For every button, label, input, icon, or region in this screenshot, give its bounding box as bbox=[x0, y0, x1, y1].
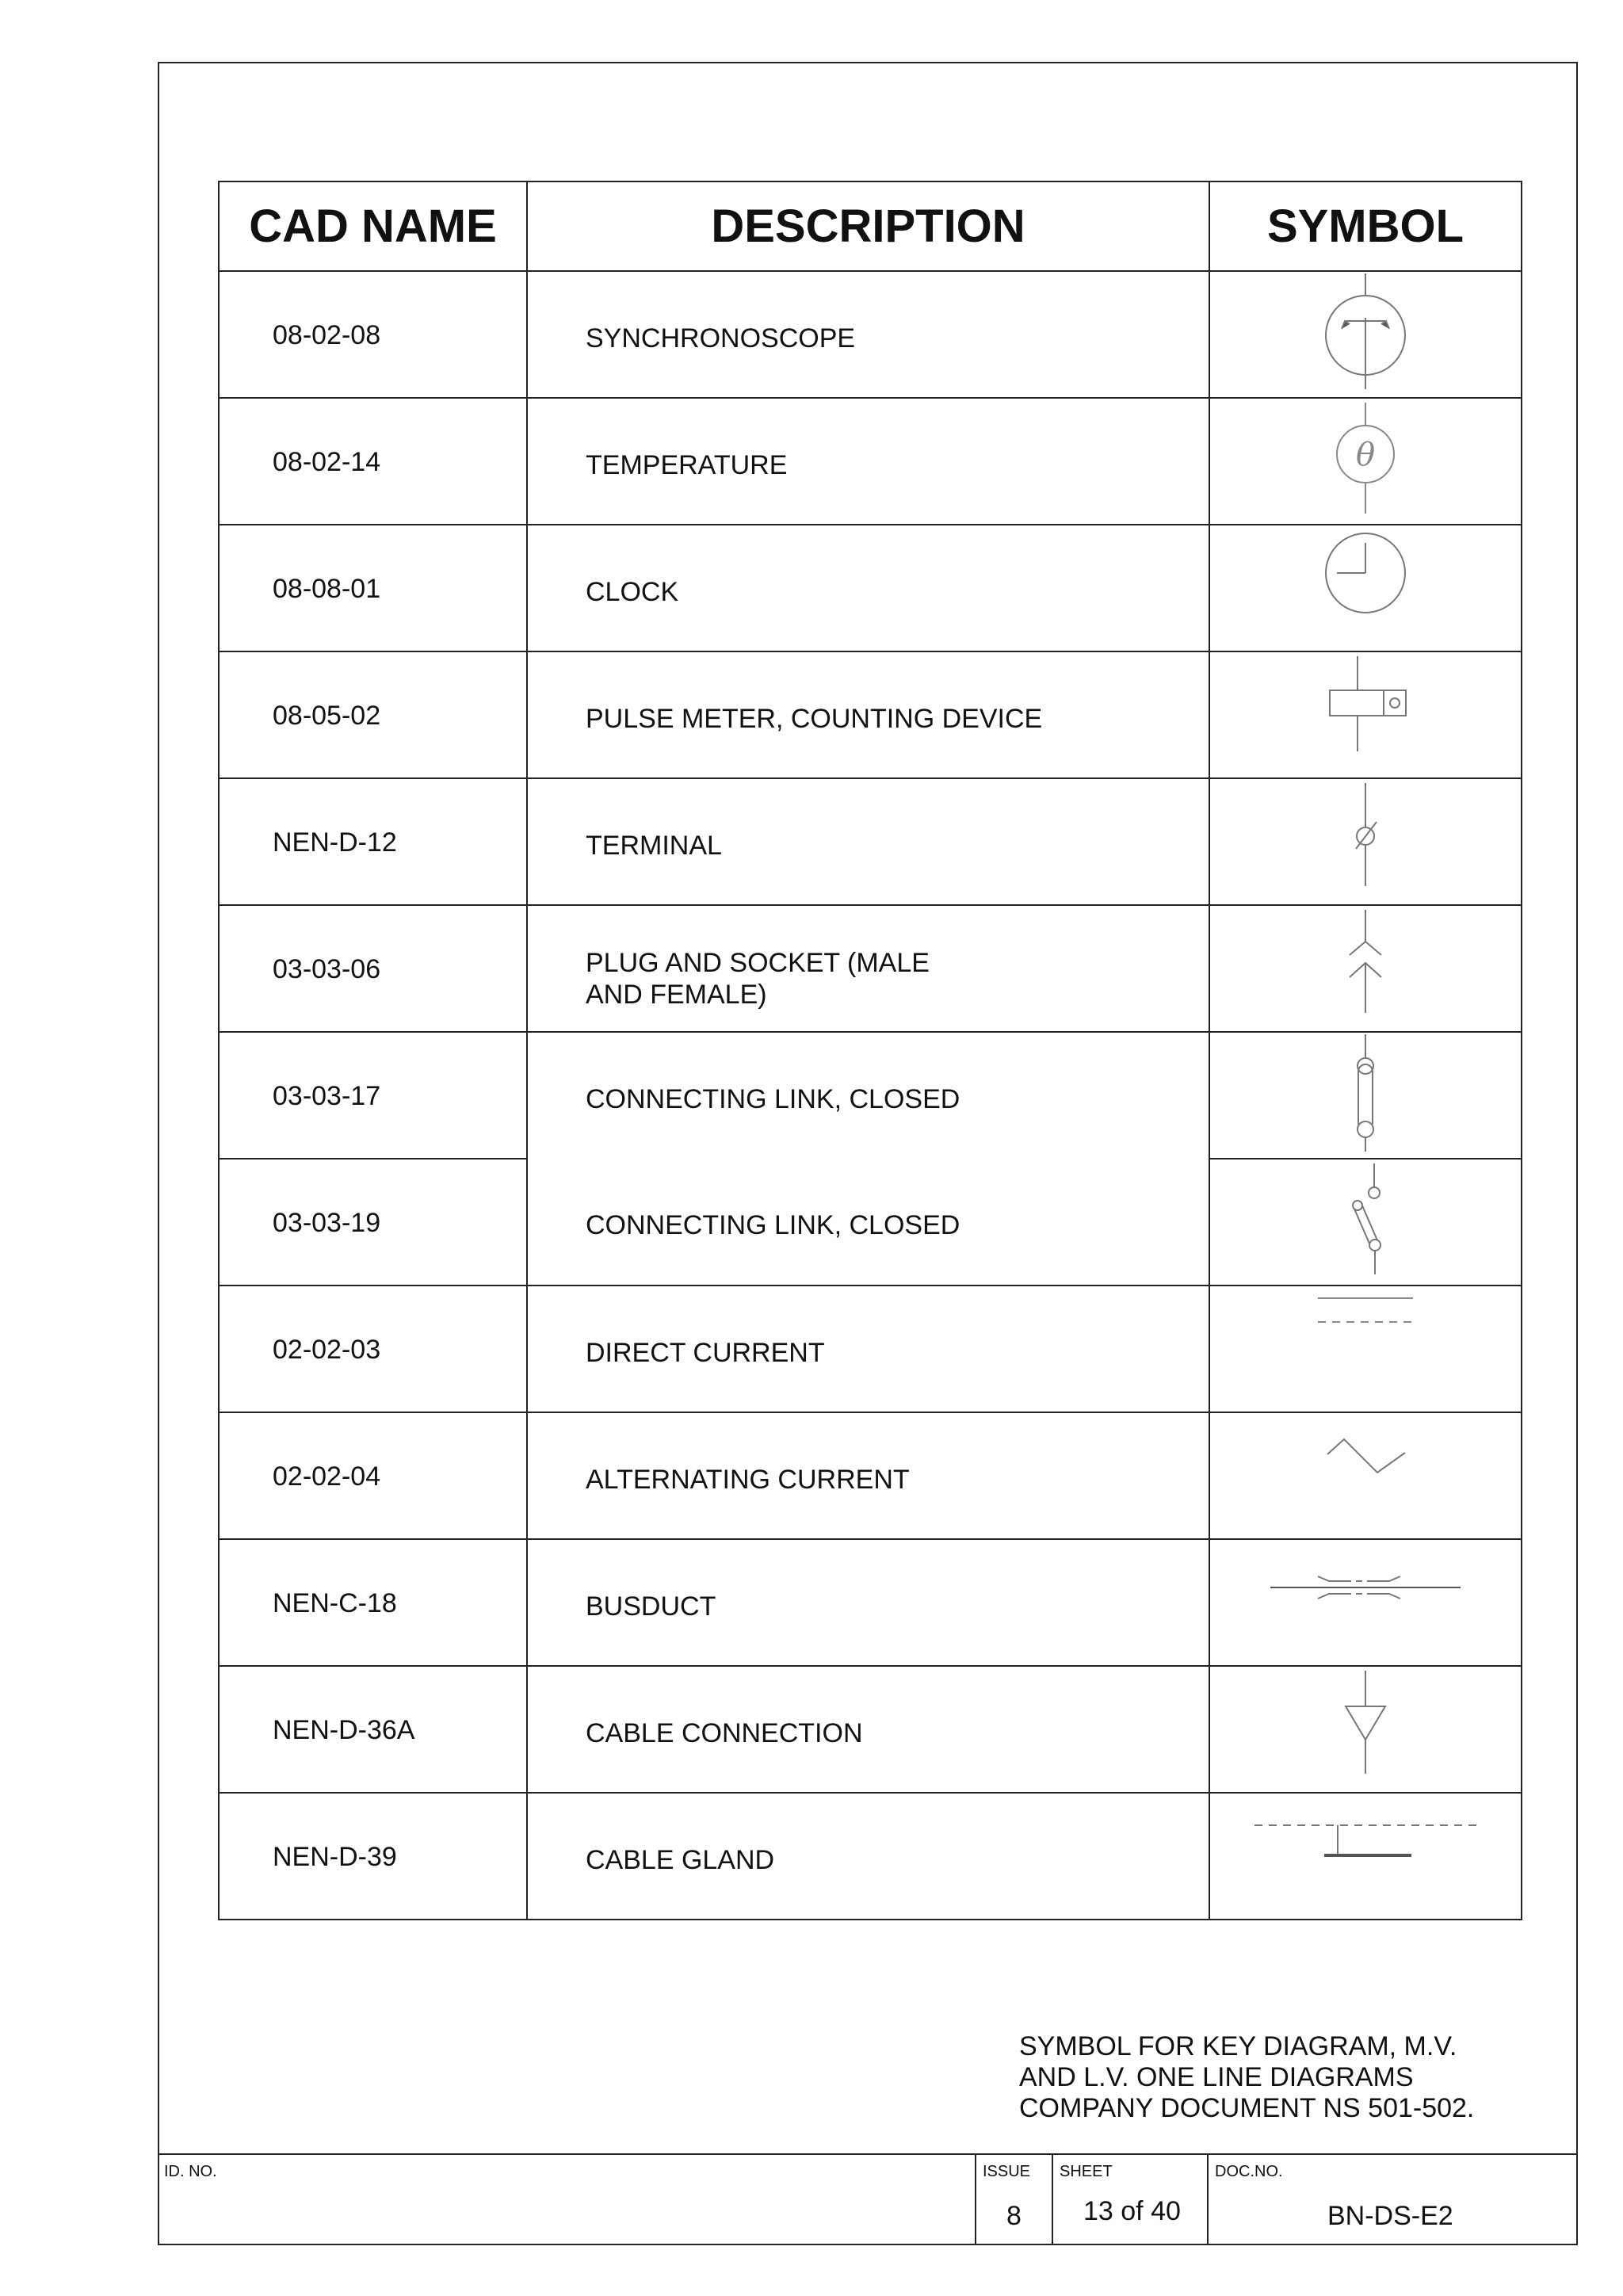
cad-name: NEN-D-12 bbox=[273, 827, 397, 858]
plug-socket-symbol bbox=[1209, 905, 1522, 1032]
doc-no-label: DOC.NO. bbox=[1215, 2163, 1283, 2180]
doc-no-value: BN-DS-E2 bbox=[1327, 2201, 1453, 2231]
table-row bbox=[219, 1666, 1522, 1793]
title-block bbox=[158, 2153, 1578, 2247]
description: PULSE METER, COUNTING DEVICE bbox=[586, 704, 1043, 734]
cad-name: 02-02-03 bbox=[273, 1335, 381, 1365]
description: TEMPERATURE bbox=[586, 450, 788, 480]
synchronoscope-symbol bbox=[1209, 271, 1522, 398]
description: ALTERNATING CURRENT bbox=[586, 1465, 910, 1495]
issue-cell bbox=[975, 2155, 1052, 2245]
header-symbol: SYMBOL bbox=[1209, 181, 1522, 271]
id-no-label: ID. NO. bbox=[164, 2163, 217, 2180]
table-row bbox=[219, 778, 1522, 905]
description: TERMINAL bbox=[586, 831, 722, 861]
doc-no-cell bbox=[1207, 2155, 1576, 2245]
table-row bbox=[219, 1032, 1522, 1159]
temperature-symbol bbox=[1209, 398, 1522, 525]
sheet-cell bbox=[1052, 2155, 1207, 2245]
description: CABLE GLAND bbox=[586, 1845, 775, 1875]
cad-name: 03-03-19 bbox=[273, 1208, 381, 1238]
sheet-value: 13 of 40 bbox=[1083, 2196, 1181, 2226]
connecting-link-closed-symbol bbox=[1209, 1032, 1522, 1159]
table-row bbox=[219, 1539, 1522, 1666]
direct-current-symbol bbox=[1209, 1286, 1522, 1412]
description: CONNECTING LINK, CLOSED bbox=[586, 1210, 960, 1240]
cad-name: 08-08-01 bbox=[273, 574, 381, 604]
description: CONNECTING LINK, CLOSED bbox=[586, 1084, 960, 1114]
cad-name: 02-02-04 bbox=[273, 1461, 381, 1492]
id-no-cell bbox=[158, 2155, 975, 2245]
description: SYNCHRONOSCOPE bbox=[586, 323, 856, 353]
note-line-2: AND L.V. ONE LINE DIAGRAMS bbox=[1019, 2062, 1414, 2092]
busduct-symbol bbox=[1209, 1539, 1522, 1666]
description-line-1: PLUG AND SOCKET (MALE bbox=[586, 948, 930, 978]
cad-name: 08-05-02 bbox=[273, 701, 381, 731]
table-row bbox=[219, 271, 1522, 398]
clock-symbol bbox=[1209, 525, 1522, 651]
sheet-label: SHEET bbox=[1060, 2163, 1113, 2180]
issue-value: 8 bbox=[1006, 2201, 1022, 2231]
symbol-table bbox=[218, 181, 1522, 1920]
table-header-row bbox=[219, 181, 1522, 271]
table-row bbox=[219, 1286, 1522, 1412]
note-text bbox=[1019, 2031, 1522, 2124]
table-row bbox=[219, 1159, 1522, 1286]
cad-name: 03-03-17 bbox=[273, 1081, 381, 1111]
note-line-3: COMPANY DOCUMENT NS 501-502. bbox=[1019, 2093, 1475, 2123]
cad-name: 08-02-14 bbox=[273, 447, 381, 477]
table-row bbox=[219, 525, 1522, 651]
cad-name: NEN-D-36A bbox=[273, 1715, 415, 1745]
cad-name: NEN-C-18 bbox=[273, 1588, 397, 1618]
header-description: DESCRIPTION bbox=[527, 181, 1209, 271]
table-row bbox=[219, 905, 1522, 1032]
issue-label: ISSUE bbox=[983, 2163, 1031, 2180]
description-line-2: AND FEMALE) bbox=[586, 980, 767, 1010]
cad-name: NEN-D-39 bbox=[273, 1842, 397, 1872]
table-row bbox=[219, 1412, 1522, 1539]
cad-name: 03-03-06 bbox=[273, 954, 381, 984]
cable-gland-symbol bbox=[1209, 1793, 1522, 1920]
description: BUSDUCT bbox=[586, 1591, 716, 1622]
cad-name: 08-02-08 bbox=[273, 320, 381, 350]
description bbox=[528, 906, 1209, 1010]
description: CLOCK bbox=[586, 577, 679, 607]
terminal-symbol bbox=[1209, 778, 1522, 905]
alternating-current-symbol bbox=[1209, 1412, 1522, 1539]
cable-connection-symbol bbox=[1209, 1666, 1522, 1793]
table-row bbox=[219, 651, 1522, 778]
pulse-meter-symbol bbox=[1209, 651, 1522, 778]
description: CABLE CONNECTION bbox=[586, 1718, 863, 1748]
header-cad-name: CAD NAME bbox=[219, 181, 527, 271]
description: DIRECT CURRENT bbox=[586, 1338, 825, 1368]
table-row bbox=[219, 398, 1522, 525]
connecting-link-open-symbol bbox=[1209, 1159, 1522, 1286]
note-line-1: SYMBOL FOR KEY DIAGRAM, M.V. bbox=[1019, 2031, 1457, 2061]
table-row bbox=[219, 1793, 1522, 1920]
theta-glyph: θ bbox=[1355, 437, 1376, 473]
